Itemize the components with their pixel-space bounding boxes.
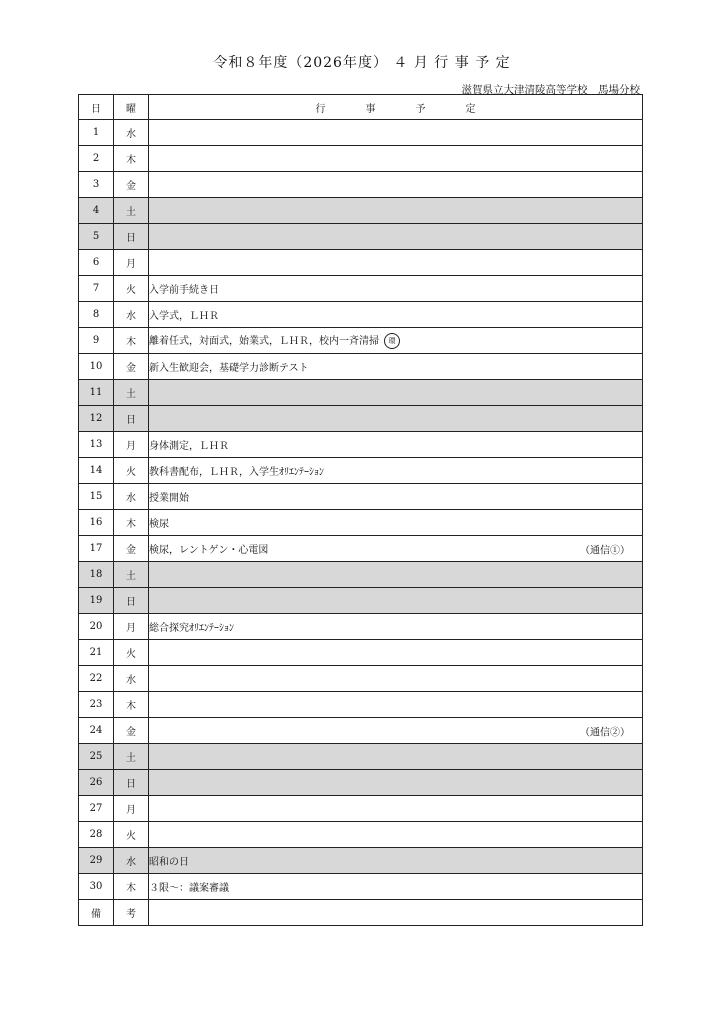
table-row bbox=[79, 588, 643, 614]
event-text: 総合探究ｵﾘｴﾝﾃｰｼｮﾝ bbox=[149, 623, 234, 634]
table-row bbox=[79, 380, 643, 406]
event-cell bbox=[149, 640, 643, 666]
table-row bbox=[79, 848, 643, 874]
table-row bbox=[79, 172, 643, 198]
table-row bbox=[79, 614, 643, 640]
weekday-cell: 金 bbox=[114, 172, 149, 198]
remarks-value bbox=[149, 900, 643, 926]
weekday-cell: 金 bbox=[114, 354, 149, 380]
table-row bbox=[79, 302, 643, 328]
event-cell bbox=[149, 770, 643, 796]
table-row bbox=[79, 198, 643, 224]
day-cell: 25 bbox=[79, 744, 114, 770]
day-cell: 3 bbox=[79, 172, 114, 198]
day-cell: 15 bbox=[79, 484, 114, 510]
weekday-cell: 土 bbox=[114, 744, 149, 770]
school-name: 滋賀県立大津清陵高等学校 馬場分校 bbox=[461, 84, 640, 96]
table-row bbox=[79, 484, 643, 510]
table-row bbox=[79, 874, 643, 900]
table-row bbox=[79, 458, 643, 484]
table-row bbox=[79, 666, 643, 692]
weekday-cell: 土 bbox=[114, 562, 149, 588]
table-row bbox=[79, 146, 643, 172]
day-cell: 10 bbox=[79, 354, 114, 380]
table-row bbox=[79, 692, 643, 718]
day-cell: 28 bbox=[79, 822, 114, 848]
day-cell: 7 bbox=[79, 276, 114, 302]
table-row bbox=[79, 120, 643, 146]
weekday-cell: 火 bbox=[114, 458, 149, 484]
day-cell: 4 bbox=[79, 198, 114, 224]
weekday-cell: 木 bbox=[114, 146, 149, 172]
day-cell: 30 bbox=[79, 874, 114, 900]
weekday-cell: 月 bbox=[114, 250, 149, 276]
header-events: 行 事 予 定 bbox=[149, 95, 643, 120]
weekday-cell: 月 bbox=[114, 796, 149, 822]
header-day: 日 bbox=[79, 95, 114, 120]
event-cell bbox=[149, 692, 643, 718]
weekday-cell: 日 bbox=[114, 224, 149, 250]
event-cell bbox=[149, 744, 643, 770]
table-row bbox=[79, 510, 643, 536]
weekday-cell: 日 bbox=[114, 770, 149, 796]
event-text: 教科書配布，ＬＨＲ，入学生ｵﾘｴﾝﾃｰｼｮﾝ bbox=[149, 467, 324, 478]
table-row bbox=[79, 224, 643, 250]
newsletter-note: （通信①） bbox=[580, 545, 630, 556]
day-cell: 20 bbox=[79, 614, 114, 640]
event-text: 離着任式，対面式，始業式，ＬＨＲ，校内一斉清掃 bbox=[149, 335, 379, 347]
table-row bbox=[79, 796, 643, 822]
event-cell bbox=[149, 250, 643, 276]
event-cell bbox=[149, 718, 643, 744]
table-row bbox=[79, 536, 643, 562]
day-cell: 16 bbox=[79, 510, 114, 536]
event-cell bbox=[149, 822, 643, 848]
weekday-cell: 水 bbox=[114, 302, 149, 328]
weekday-cell: 土 bbox=[114, 198, 149, 224]
table-row bbox=[79, 770, 643, 796]
event-cell bbox=[149, 848, 643, 874]
day-cell: 22 bbox=[79, 666, 114, 692]
day-cell: 13 bbox=[79, 432, 114, 458]
weekday-cell: 月 bbox=[114, 432, 149, 458]
event-cell bbox=[149, 224, 643, 250]
event-cell bbox=[149, 198, 643, 224]
environment-mark-icon: 環 bbox=[384, 333, 400, 349]
event-cell bbox=[149, 536, 643, 562]
table-row bbox=[79, 250, 643, 276]
day-cell: 1 bbox=[79, 120, 114, 146]
event-text: 入学前手続き日 bbox=[149, 285, 219, 296]
table-row bbox=[79, 822, 643, 848]
table-row bbox=[79, 276, 643, 302]
day-cell: 29 bbox=[79, 848, 114, 874]
weekday-cell: 木 bbox=[114, 692, 149, 718]
day-cell: 8 bbox=[79, 302, 114, 328]
day-cell: 9 bbox=[79, 328, 114, 354]
weekday-cell: 水 bbox=[114, 120, 149, 146]
day-cell: 21 bbox=[79, 640, 114, 666]
event-cell bbox=[149, 354, 643, 380]
event-cell bbox=[149, 796, 643, 822]
event-cell bbox=[149, 432, 643, 458]
table-row bbox=[79, 718, 643, 744]
day-cell: 26 bbox=[79, 770, 114, 796]
weekday-cell: 金 bbox=[114, 536, 149, 562]
event-cell bbox=[149, 562, 643, 588]
day-cell: 17 bbox=[79, 536, 114, 562]
event-cell bbox=[149, 172, 643, 198]
table-row bbox=[79, 562, 643, 588]
day-cell: 5 bbox=[79, 224, 114, 250]
remarks-row bbox=[79, 900, 643, 926]
weekday-cell: 火 bbox=[114, 640, 149, 666]
weekday-cell: 土 bbox=[114, 380, 149, 406]
event-text: 身体測定，ＬＨＲ bbox=[149, 441, 229, 452]
page-title: 令和８年度（2026年度） ４ 月 行 事 予 定 bbox=[213, 55, 511, 71]
weekday-cell: 水 bbox=[114, 484, 149, 510]
event-cell bbox=[149, 874, 643, 900]
table-row bbox=[79, 432, 643, 458]
schedule-table bbox=[78, 94, 643, 926]
weekday-cell: 火 bbox=[114, 276, 149, 302]
table-row bbox=[79, 744, 643, 770]
event-text: 検尿 bbox=[149, 519, 169, 530]
weekday-cell: 火 bbox=[114, 822, 149, 848]
event-cell bbox=[149, 406, 643, 432]
day-cell: 23 bbox=[79, 692, 114, 718]
event-text: 授業開始 bbox=[149, 493, 189, 504]
table-row bbox=[79, 406, 643, 432]
newsletter-note: （通信②） bbox=[580, 727, 630, 738]
event-cell bbox=[149, 276, 643, 302]
remarks-label-2: 考 bbox=[114, 900, 149, 926]
event-cell bbox=[149, 120, 643, 146]
weekday-cell: 水 bbox=[114, 848, 149, 874]
day-cell: 12 bbox=[79, 406, 114, 432]
table-row bbox=[79, 328, 643, 354]
event-cell bbox=[149, 484, 643, 510]
event-text: 検尿，レントゲン・心電図 bbox=[149, 545, 269, 556]
day-cell: 24 bbox=[79, 718, 114, 744]
weekday-cell: 日 bbox=[114, 588, 149, 614]
weekday-cell: 日 bbox=[114, 406, 149, 432]
event-cell bbox=[149, 458, 643, 484]
weekday-cell: 木 bbox=[114, 328, 149, 354]
day-cell: 14 bbox=[79, 458, 114, 484]
day-cell: 18 bbox=[79, 562, 114, 588]
event-text: 入学式，ＬＨＲ bbox=[149, 311, 219, 322]
weekday-cell: 木 bbox=[114, 510, 149, 536]
event-cell bbox=[149, 666, 643, 692]
header-weekday: 曜 bbox=[114, 95, 149, 120]
event-text: 昭和の日 bbox=[149, 857, 189, 868]
event-cell bbox=[149, 302, 643, 328]
table-row bbox=[79, 640, 643, 666]
event-text: 新入生歓迎会，基礎学力診断テスト bbox=[149, 363, 309, 374]
event-text: ３限～：議案審議 bbox=[149, 883, 229, 894]
event-cell bbox=[149, 614, 643, 640]
event-cell bbox=[149, 146, 643, 172]
day-cell: 6 bbox=[79, 250, 114, 276]
weekday-cell: 月 bbox=[114, 614, 149, 640]
day-cell: 27 bbox=[79, 796, 114, 822]
weekday-cell: 木 bbox=[114, 874, 149, 900]
weekday-cell: 金 bbox=[114, 718, 149, 744]
weekday-cell: 水 bbox=[114, 666, 149, 692]
day-cell: 2 bbox=[79, 146, 114, 172]
day-cell: 19 bbox=[79, 588, 114, 614]
event-cell bbox=[149, 588, 643, 614]
remarks-label-1: 備 bbox=[79, 900, 114, 926]
event-cell bbox=[149, 510, 643, 536]
event-cell bbox=[149, 380, 643, 406]
event-cell bbox=[149, 328, 643, 354]
day-cell: 11 bbox=[79, 380, 114, 406]
table-header-row bbox=[79, 95, 643, 120]
table-row bbox=[79, 354, 643, 380]
